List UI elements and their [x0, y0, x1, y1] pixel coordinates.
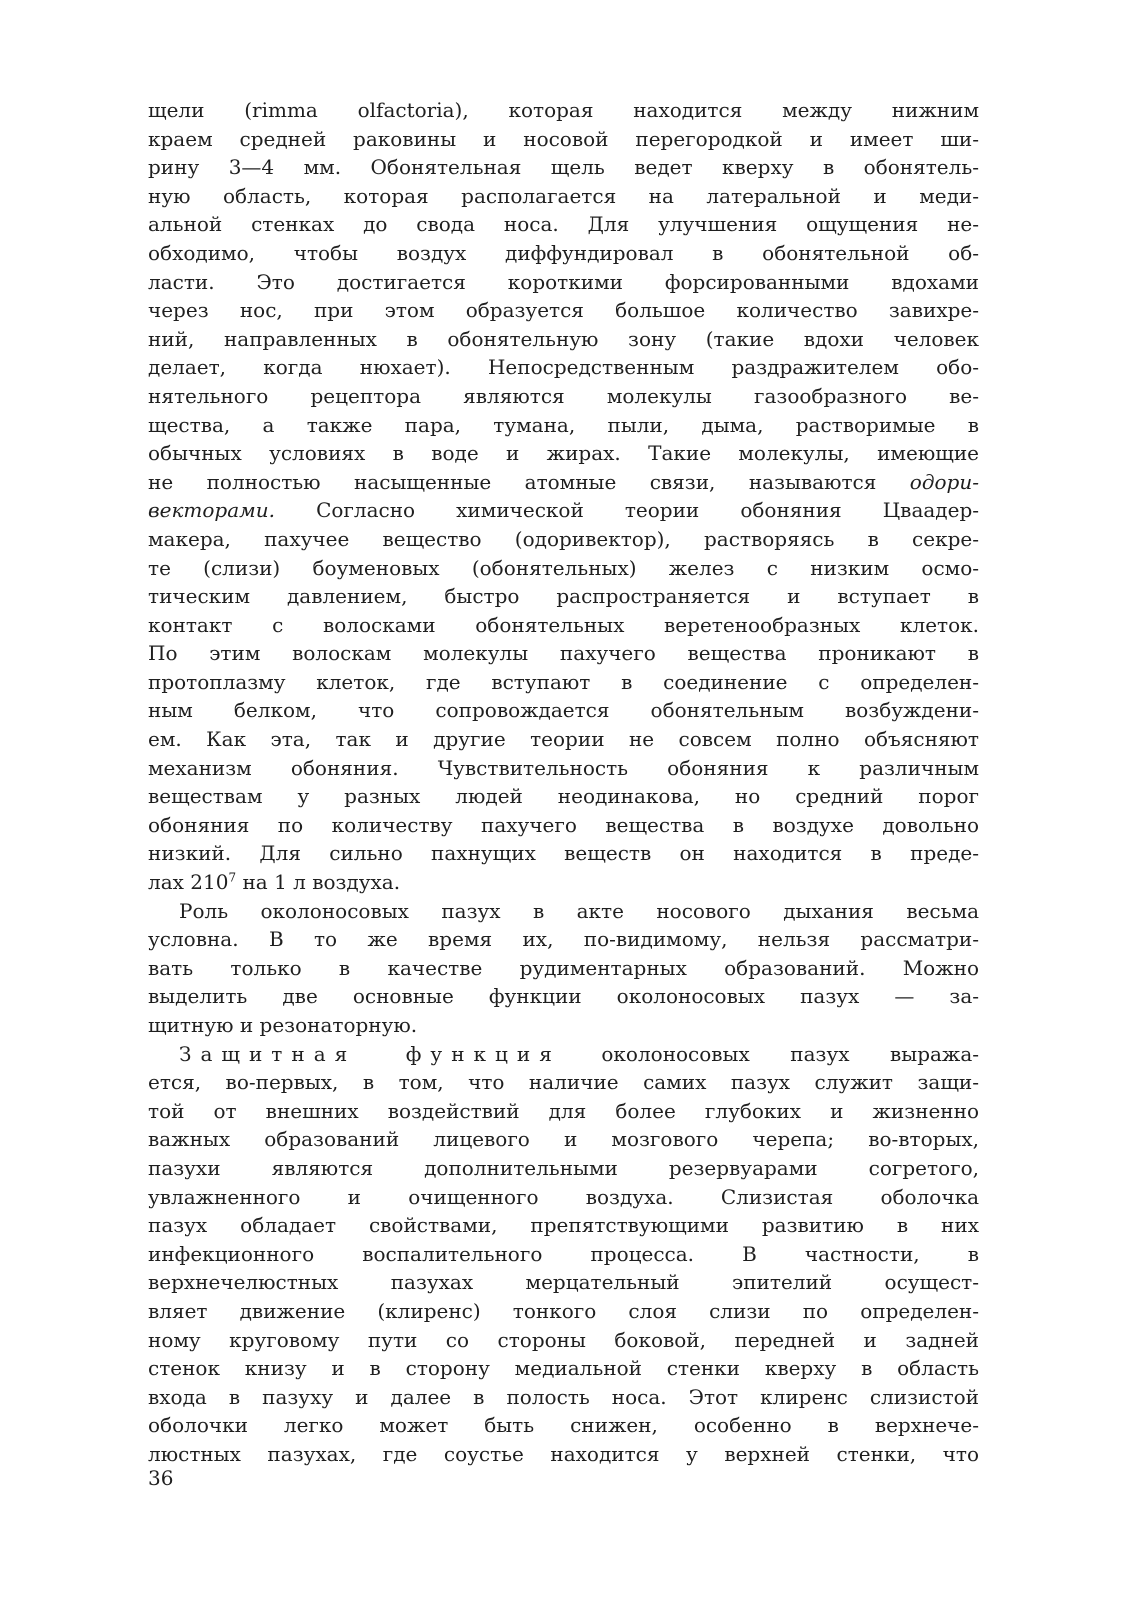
text-line: стенок книзу и в сторону медиальной стенки кверху в область — [148, 1356, 979, 1381]
text-line: альной стенках до свода носа. Для улучшения ощущения не- — [148, 212, 979, 237]
text-line: нятельного рецептора являются молекулы газообразного ве- — [148, 383, 979, 408]
text-line: ному круговому пути со стороны боковой, передней и задней — [148, 1327, 979, 1352]
text-line: щитную и резонаторную. — [148, 1013, 418, 1037]
text-line: ем. Как эта, так и другие теории не совсем полно объясняют — [148, 727, 979, 752]
text-line: Защитная функция околоносовых пазух выража- — [179, 1041, 979, 1066]
text-line: щели (rimma olfactoria), которая находится между нижним — [148, 98, 979, 122]
italic-term: векторами. — [148, 498, 275, 523]
text-line: выделить две основные функции околоносовых пазух — за- — [148, 984, 979, 1009]
text-line: обычных условиях в воде и жирах. Такие молекулы, имеющие — [148, 441, 979, 466]
text-line: щества, а также пара, тумана, пыли, дыма, растворимые в — [148, 412, 979, 437]
text-line: оболочки легко может быть снижен, особенно в верхнече- — [148, 1413, 979, 1438]
text-line: инфекционного воспалительного процесса. В частности, в — [148, 1241, 979, 1266]
spaced-term: Защитная функция — [179, 1041, 561, 1066]
text-line: ным белком, что сопровождается обонятельным возбуждени- — [148, 698, 979, 723]
text-line: пазухи являются дополнительными резервуарами согретого, — [148, 1155, 979, 1180]
text-line: не полностью насыщенные атомные связи, называются одори- — [148, 469, 979, 494]
text-line: той от внешних воздействий для более глубоких и жизненно — [148, 1098, 979, 1123]
italic-term: одори- — [909, 469, 979, 494]
text-line: обоняния по количеству пахучего вещества в воздухе довольно — [148, 812, 979, 837]
text-line: увлажненного и очищенного воздуха. Слизистая оболочка — [148, 1184, 979, 1209]
text-line: обходимо, чтобы воздух диффундировал в обонятельной об- — [148, 240, 979, 265]
text-line: макера, пахучее вещество (одоривектор), растворяясь в секре- — [148, 526, 979, 551]
text-line: условна. В то же время их, по-видимому, нельзя рассматри- — [148, 927, 979, 952]
text-line: тическим давлением, быстро распространяется и вступает в — [148, 584, 979, 609]
text-line: вляет движение (клиренс) тонкого слоя слизи по определен- — [148, 1298, 979, 1323]
text-line: протоплазму клеток, где вступают в соединение с определен- — [148, 669, 979, 694]
body-text — [148, 96, 979, 1469]
text-line: ную область, которая располагается на латеральной и меди- — [148, 183, 979, 208]
text-line: контакт с волосками обонятельных веретенообразных клеток. — [148, 612, 979, 637]
text-line: низкий. Для сильно пахнущих веществ он находится в преде- — [148, 841, 979, 866]
page-number: 36 — [148, 1466, 174, 1490]
text-line: Роль околоносовых пазух в акте носового дыхания весьма — [179, 898, 979, 923]
text-line: ласти. Это достигается короткими форсированными вдохами — [148, 269, 979, 294]
superscript: 7 — [228, 870, 237, 885]
text-line: ний, направленных в обонятельную зону (такие вдохи человек — [148, 326, 979, 351]
text-line: По этим волоскам молекулы пахучего вещества проникают в — [148, 641, 979, 666]
text-line: те (слизи) боуменовых (обонятельных) желез с низким осмо- — [148, 555, 979, 580]
text-line: векторами. Согласно химической теории обоняния Цваадер- — [148, 498, 980, 523]
text-line: механизм обоняния. Чувствительность обоняния к различным — [148, 755, 979, 780]
text-line: люстных пазухах, где соустье находится у верхней стенки, что — [148, 1441, 979, 1466]
text-line: краем средней раковины и носовой перегородкой и имеет ши- — [148, 126, 979, 151]
text-line: веществам у разных людей неодинакова, но средний порог — [148, 784, 979, 809]
text-line: входа в пазуху и далее в полость носа. Этот клиренс слизистой — [148, 1384, 979, 1409]
text-line: через нос, при этом образуется большое количество завихре- — [148, 298, 979, 323]
text-line: ется, во-первых, в том, что наличие самих пазух служит защи- — [148, 1070, 979, 1095]
text-line: вать только в качестве рудиментарных образований. Можно — [148, 955, 979, 980]
text-line: рину 3—4 мм. Обонятельная щель ведет кверху в обонятель- — [148, 155, 979, 180]
text-line: делает, когда нюхает). Непосредственным раздражителем обо- — [148, 355, 979, 380]
text-line: важных образований лицевого и мозгового черепа; во-вторых, — [148, 1127, 979, 1152]
text-line: пазух обладает свойствами, препятствующими развитию в них — [148, 1213, 979, 1238]
text-line: лах $210^7$ на 1 л воздуха. — [148, 870, 401, 895]
text-line: верхнечелюстных пазухах мерцательный эпителий осущест- — [148, 1270, 979, 1295]
